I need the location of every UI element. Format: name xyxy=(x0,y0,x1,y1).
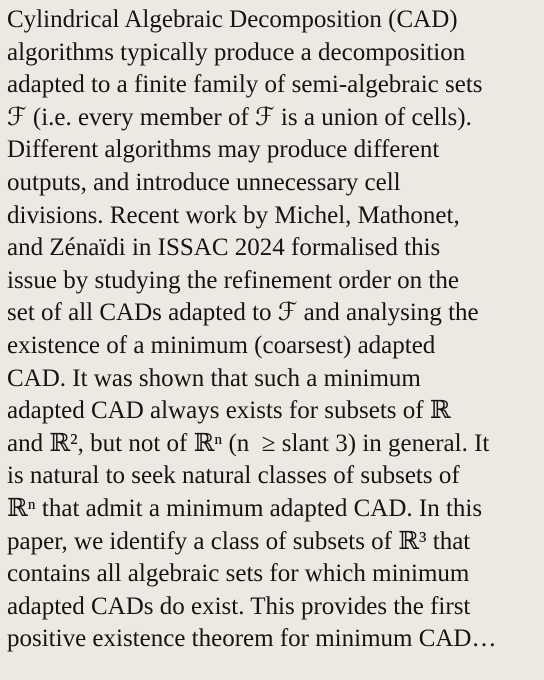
text-line: set of all CADs adapted to ℱ and analysing the xyxy=(7,299,479,327)
text-line: CAD. It was shown that such a minimum xyxy=(7,364,421,392)
text-line: issue by studying the refinement order on the xyxy=(7,266,459,294)
text-line: ℝⁿ that admit a minimum adapted CAD. In this xyxy=(7,494,483,522)
text-line: contains all algebraic sets for which minimum xyxy=(7,560,470,588)
text-line: positive existence theorem for minimum CAD… xyxy=(7,625,497,653)
text-line: adapted CADs do exist. This provides the first xyxy=(7,592,471,620)
text-line: paper, we identify a class of subsets of ℝ³ that xyxy=(7,527,471,555)
text-line: Different algorithms may produce different xyxy=(7,136,440,164)
text-line: existence of a minimum (coarsest) adapted xyxy=(7,331,436,359)
text-line: adapted to a finite family of semi-algebraic sets xyxy=(7,71,483,99)
text-line: adapted CAD always exists for subsets of ℝ xyxy=(7,397,451,425)
text-line: algorithms typically produce a decomposition xyxy=(7,38,466,66)
text-line: Cylindrical Algebraic Decomposition (CAD) xyxy=(7,6,458,33)
text-line: outputs, and introduce unnecessary cell xyxy=(7,168,401,196)
text-line: and ℝ², but not of ℝⁿ (n ≥ slant 3) in general. It xyxy=(7,429,490,457)
text-line: and Zénaïdi in ISSAC 2024 formalised this xyxy=(7,234,441,262)
text-line: ℱ (i.e. every member of ℱ is a union of cells). xyxy=(7,103,472,131)
text-line: divisions. Recent work by Michel, Mathonet, xyxy=(7,201,460,229)
text-line: is natural to seek natural classes of subsets of xyxy=(7,462,460,490)
